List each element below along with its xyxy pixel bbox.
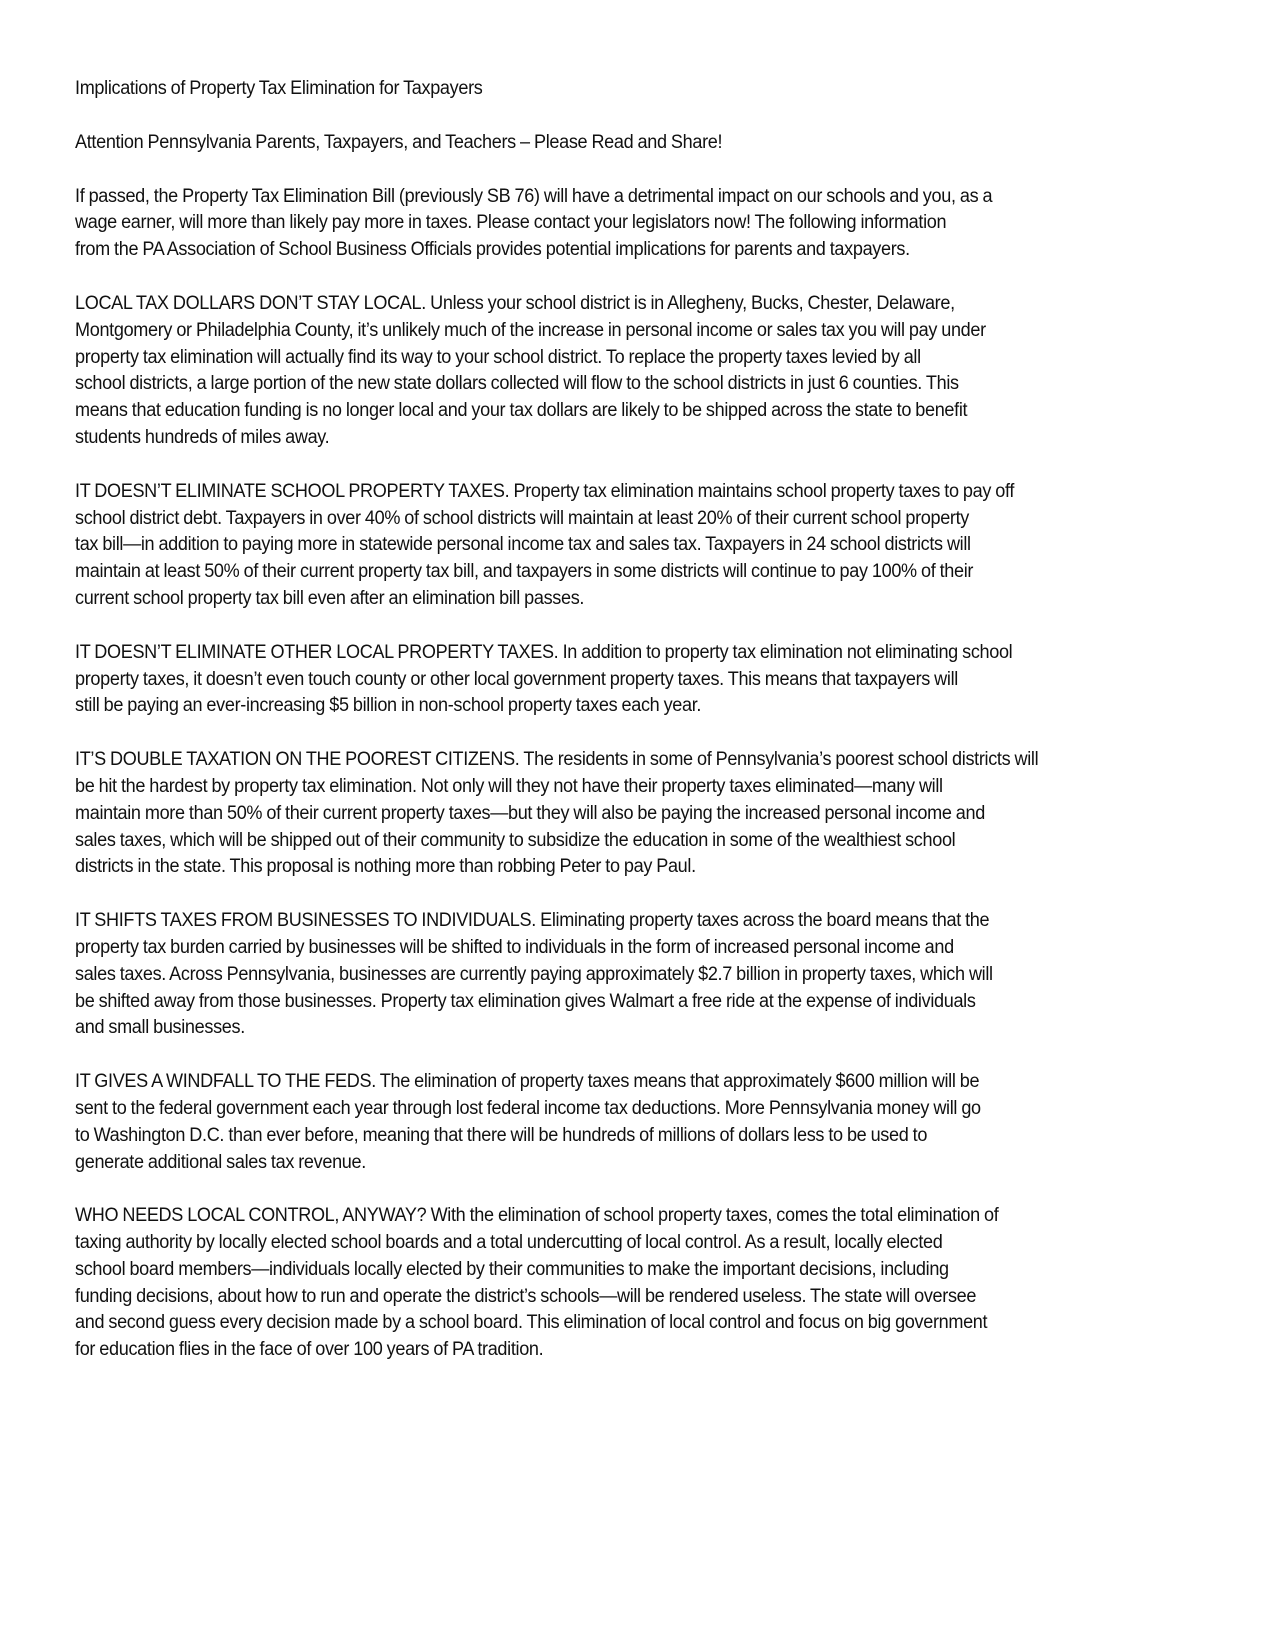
section-paragraph	[75, 1203, 1205, 1364]
paragraph-line	[75, 1203, 1150, 1230]
paragraph-line: funding decisions, about how to run and operate the district’s schools—will be rendered useless. The state will oversee	[75, 1285, 977, 1307]
paragraph-line	[75, 291, 1150, 318]
paragraph-line: districts in the state. This proposal is nothing more than robbing Peter to pay Paul.	[75, 856, 696, 878]
paragraph-line: school districts, a large portion of the new state dollars collected will flow to the school districts in just 6 counties. This	[75, 373, 959, 395]
paragraph-line: property tax burden carried by businesses will be shifted to individuals in the form of increased personal income and	[75, 936, 954, 958]
paragraph-line: school district debt. Taxpayers in over 40% of school districts will maintain at least 20% of their current school property	[75, 507, 970, 529]
section-paragraph	[75, 640, 1205, 720]
section-heading: IT GIVES A WINDFALL TO THE FEDS.	[75, 1071, 376, 1093]
section-heading: IT’S DOUBLE TAXATION ON THE POOREST CITIZENS.	[75, 749, 520, 771]
paragraph-line	[75, 1069, 1150, 1096]
document-subtitle: Attention Pennsylvania Parents, Taxpayers, and Teachers – Please Read and Share!	[75, 131, 723, 153]
paragraph-line: students hundreds of miles away.	[75, 426, 330, 448]
section-text: Unless your school district is in Allegheny, Bucks, Chester, Delaware,	[425, 292, 955, 314]
paragraph-line: be shifted away from those businesses. Property tax elimination gives Walmart a free ride at the expense of individuals	[75, 990, 976, 1012]
intro-line: from the PA Association of School Business Officials provides potential implications for parents and taxpayers.	[75, 239, 910, 261]
section-paragraph	[75, 479, 1205, 613]
intro-line: If passed, the Property Tax Elimination Bill (previously SB 76) will have a detrimental impact on our schools and you, as a	[75, 185, 993, 207]
paragraph-line: for education flies in the face of over 100 years of PA tradition.	[75, 1339, 544, 1361]
section-text: In addition to property tax elimination not eliminating school	[558, 641, 1013, 663]
section-heading: IT DOESN’T ELIMINATE SCHOOL PROPERTY TAXES.	[75, 480, 510, 502]
paragraph-line: tax bill—in addition to paying more in statewide personal income tax and sales tax. Taxpayers in 24 school districts will	[75, 534, 971, 556]
paragraph-line: and small businesses.	[75, 1017, 245, 1039]
paragraph-line: school board members—individuals locally elected by their communities to make the important decisions, including	[75, 1258, 949, 1280]
section-heading: LOCAL TAX DOLLARS DON’T STAY LOCAL.	[75, 292, 426, 314]
paragraph-line: to Washington D.C. than ever before, meaning that there will be hundreds of millions of dollars less to be used to	[75, 1124, 928, 1146]
document-page	[75, 76, 1205, 1391]
section-heading: IT DOESN’T ELIMINATE OTHER LOCAL PROPERTY TAXES.	[75, 641, 559, 663]
paragraph-line: property tax elimination will actually find its way to your school district. To replace the property taxes levied by all	[75, 346, 921, 368]
paragraph-line: sent to the federal government each year through lost federal income tax deductions. More Pennsylvania money will go	[75, 1097, 981, 1119]
document-title-block	[75, 76, 1205, 103]
section-text: Eliminating property taxes across the board means that the	[535, 910, 990, 932]
section-paragraph	[75, 1069, 1205, 1176]
intro-paragraph	[75, 184, 1205, 264]
section-paragraph	[75, 747, 1205, 881]
paragraph-line: taxing authority by locally elected school boards and a total undercutting of local control. As a result, locally elected	[75, 1232, 943, 1254]
paragraph-line	[75, 908, 1150, 935]
paragraph-line: sales taxes. Across Pennsylvania, businesses are currently paying approximately $2.7 billion in property taxes, which will	[75, 963, 993, 985]
section-text: The residents in some of Pennsylvania’s poorest school districts will	[519, 749, 1039, 771]
section-paragraph	[75, 908, 1205, 1042]
paragraph-line: be hit the hardest by property tax elimination. Not only will they not have their property taxes eliminated—many will	[75, 775, 943, 797]
section-text: Property tax elimination maintains school property taxes to pay off	[509, 480, 1015, 502]
document-subtitle-block	[75, 130, 1205, 157]
paragraph-line: means that education funding is no longer local and your tax dollars are likely to be shipped across the state to benefit	[75, 400, 968, 422]
paragraph-line	[75, 640, 1150, 667]
paragraph-line: Montgomery or Philadelphia County, it’s unlikely much of the increase in personal income or sales tax you will pay under	[75, 319, 986, 341]
paragraph-line: maintain more than 50% of their current property taxes—but they will also be paying the increased personal income and	[75, 802, 985, 824]
section-text: The elimination of property taxes means that approximately $600 million will be	[375, 1071, 980, 1093]
paragraph-line	[75, 479, 1150, 506]
sections-container	[75, 291, 1205, 1364]
paragraph-line: generate additional sales tax revenue.	[75, 1151, 366, 1173]
paragraph-line: sales taxes, which will be shipped out of their community to subsidize the education in some of the wealthiest school	[75, 829, 956, 851]
paragraph-line	[75, 747, 1150, 774]
paragraph-line: current school property tax bill even after an elimination bill passes.	[75, 587, 585, 609]
intro-line: wage earner, will more than likely pay more in taxes. Please contact your legislators now! The following information	[75, 212, 947, 234]
paragraph-line: and second guess every decision made by a school board. This elimination of local control and focus on big government	[75, 1312, 988, 1334]
section-heading: IT SHIFTS TAXES FROM BUSINESSES TO INDIVIDUALS.	[75, 910, 536, 932]
section-heading: WHO NEEDS LOCAL CONTROL, ANYWAY?	[75, 1205, 427, 1227]
document-title: Implications of Property Tax Elimination for Taxpayers	[75, 78, 483, 99]
section-paragraph	[75, 291, 1205, 452]
paragraph-line: still be paying an ever-increasing $5 billion in non-school property taxes each year.	[75, 695, 702, 717]
paragraph-line: property taxes, it doesn’t even touch county or other local government property taxes. This means that taxpayers will	[75, 668, 958, 690]
paragraph-line: maintain at least 50% of their current property tax bill, and taxpayers in some districts will continue to pay 100% of their	[75, 561, 974, 583]
section-text: With the elimination of school property taxes, comes the total elimination of	[426, 1205, 999, 1227]
